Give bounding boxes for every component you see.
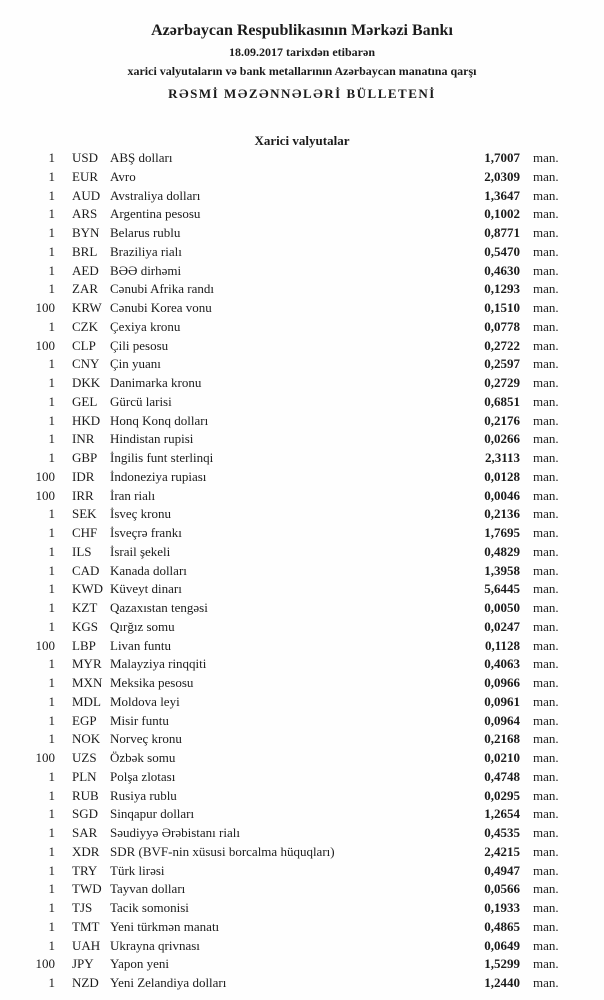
currency-name-cell: Səudiyyə Ərəbistanı rialı (110, 825, 240, 840)
quantity-cell: 1 (48, 150, 55, 165)
unit-label-cell: man. (533, 281, 559, 297)
quantity-cell: 1 (48, 862, 55, 878)
rate-value-cell: 0,4865 (484, 918, 520, 934)
rate-value-cell: 0,6851 (484, 393, 520, 409)
unit-label-cell: man. (533, 206, 559, 222)
currency-name-cell: Misir funtu (110, 712, 169, 728)
currency-code-cell: NZD (72, 975, 99, 990)
currency-code-cell: CNY (72, 356, 100, 372)
rate-value-cell: 0,2168 (484, 731, 520, 747)
unit-label-cell: man. (533, 731, 559, 747)
unit-label-cell: man. (533, 487, 559, 503)
rate-value-cell: 0,0266 (484, 431, 520, 447)
unit-label-cell: man. (533, 468, 559, 484)
currency-name-cell: Sinqapur dolları (110, 806, 195, 822)
unit-label-cell: man. (533, 956, 559, 972)
rate-value-cell: 0,0649 (484, 937, 520, 953)
rate-value-cell: 0,4947 (484, 862, 520, 878)
rate-row (0, 224, 604, 243)
quantity-cell: 100 (35, 300, 55, 315)
rate-row (0, 880, 604, 899)
bank-name: Azərbaycan Respublikasının Mərkəzi Bankı (151, 22, 453, 39)
rate-row (0, 580, 604, 599)
currency-name-cell: SDR (BVF-nin xüsusi borcalma hüquqları) (110, 843, 335, 859)
quantity-cell: 1 (48, 431, 55, 447)
unit-label-cell: man. (533, 318, 559, 334)
currency-code-cell: JPY (72, 956, 94, 972)
unit-label-cell: man. (533, 900, 559, 915)
rate-row (0, 355, 604, 374)
unit-label-cell: man. (533, 225, 559, 240)
currency-name-cell: Argentina pesosu (110, 206, 201, 222)
currency-name-cell: İran rialı (110, 487, 156, 503)
rate-value-cell: 2,4215 (484, 843, 520, 859)
currency-code-cell: SEK (72, 506, 97, 522)
quantity-cell: 100 (35, 337, 55, 353)
currency-name-cell: Küveyt dinarı (110, 581, 182, 597)
rate-value-cell: 0,0050 (484, 600, 520, 615)
currency-code-cell: EUR (72, 168, 98, 184)
rate-row (0, 487, 604, 506)
unit-label-cell: man. (533, 150, 559, 165)
currency-name-cell: Tacik somonisi (110, 900, 189, 915)
quantity-cell: 1 (48, 600, 55, 615)
rate-row (0, 299, 604, 318)
currency-name-cell: Honq Konq dolları (110, 412, 209, 428)
currency-name-cell: Kanada dolları (110, 562, 187, 578)
unit-label-cell: man. (533, 637, 559, 653)
quantity-cell: 1 (48, 318, 55, 334)
unit-label-cell: man. (533, 618, 559, 634)
rate-value-cell: 0,1293 (484, 281, 520, 297)
currency-code-cell: AUD (72, 187, 101, 203)
rate-row (0, 524, 604, 543)
currency-code-cell: BYN (72, 225, 100, 240)
rate-row (0, 899, 604, 918)
rate-value-cell: 0,4535 (484, 825, 520, 840)
currency-code-cell: DKK (72, 375, 101, 390)
unit-label-cell: man. (533, 675, 559, 690)
currency-code-cell: PLN (72, 768, 97, 784)
rate-row (0, 337, 604, 356)
rate-value-cell: 0,2597 (484, 356, 520, 372)
currency-code-cell: CZK (72, 318, 98, 334)
unit-label-cell: man. (533, 562, 559, 578)
quantity-cell: 1 (48, 375, 55, 390)
rate-row (0, 768, 604, 787)
currency-code-cell: KGS (72, 618, 99, 634)
rate-value-cell: 1,2440 (484, 975, 520, 990)
rate-row (0, 262, 604, 281)
rate-row (0, 168, 604, 187)
currency-code-cell: IRR (72, 487, 94, 503)
quantity-cell: 1 (48, 618, 55, 634)
unit-label-cell: man. (533, 918, 559, 934)
unit-label-cell: man. (533, 375, 559, 390)
rate-value-cell: 0,0961 (484, 693, 520, 709)
rate-row (0, 618, 604, 637)
quantity-cell: 1 (48, 450, 55, 465)
currency-name-cell: Qırğız somu (110, 618, 175, 634)
rate-row (0, 205, 604, 224)
currency-name-cell: Yeni Zelandiya dolları (110, 975, 227, 990)
rate-value-cell: 1,3647 (484, 187, 520, 203)
rate-value-cell: 0,0046 (484, 487, 520, 503)
currency-name-cell: Qazaxıstan tengəsi (110, 600, 208, 615)
rate-value-cell: 0,8771 (484, 225, 520, 240)
quantity-cell: 1 (48, 581, 55, 597)
currency-name-cell: Danimarka kronu (110, 375, 202, 390)
rate-row (0, 412, 604, 431)
currency-name-cell: İndoneziya rupiası (110, 468, 207, 484)
unit-label-cell: man. (533, 750, 559, 765)
unit-label-cell: man. (533, 862, 559, 878)
currency-code-cell: TJS (72, 900, 93, 915)
currency-name-cell: İsveçrə frankı (110, 525, 182, 540)
currency-code-cell: ILS (72, 543, 92, 559)
rate-value-cell: 1,5299 (484, 956, 520, 972)
currency-code-cell: MDL (72, 693, 101, 709)
currency-name-cell: İsrail şekeli (110, 543, 171, 559)
currency-code-cell: GEL (72, 393, 98, 409)
currency-name-cell: Ukrayna qrivnası (110, 937, 200, 953)
currency-code-cell: USD (72, 150, 99, 165)
rate-row (0, 449, 604, 468)
currency-code-cell: KRW (72, 300, 102, 315)
currency-code-cell: HKD (72, 412, 101, 428)
currency-code-cell: UAH (72, 937, 101, 953)
currency-name-cell: Moldova leyi (110, 693, 180, 709)
rate-value-cell: 1,3958 (484, 562, 520, 578)
currency-name-cell: Çili pesosu (110, 337, 169, 353)
rate-value-cell: 0,0210 (484, 750, 520, 765)
quantity-cell: 1 (48, 393, 55, 409)
rate-row (0, 430, 604, 449)
rate-value-cell: 0,2136 (484, 506, 520, 522)
rate-value-cell: 1,7695 (484, 525, 520, 540)
quantity-cell: 1 (48, 918, 55, 934)
currency-name-cell: Braziliya rialı (110, 243, 182, 259)
rate-row (0, 280, 604, 299)
quantity-cell: 1 (48, 900, 55, 915)
unit-label-cell: man. (533, 262, 559, 278)
rate-row (0, 505, 604, 524)
unit-label-cell: man. (533, 600, 559, 615)
unit-label-cell: man. (533, 581, 559, 597)
rate-row (0, 599, 604, 618)
currency-code-cell: CLP (72, 337, 96, 353)
rate-value-cell: 1,2654 (484, 806, 520, 822)
unit-label-cell: man. (533, 412, 559, 428)
rate-value-cell: 0,1933 (484, 900, 520, 915)
unit-label-cell: man. (533, 937, 559, 953)
currency-name-cell: İngilis funt sterlinqi (110, 450, 214, 465)
currency-code-cell: IDR (72, 468, 95, 484)
unit-label-cell: man. (533, 356, 559, 372)
currency-code-cell: AED (72, 262, 99, 278)
currency-code-cell: GBP (72, 450, 98, 465)
currency-code-cell: EGP (72, 712, 97, 728)
rate-row (0, 955, 604, 974)
quantity-cell: 1 (48, 243, 55, 259)
rate-row (0, 749, 604, 768)
currency-code-cell: ARS (72, 206, 98, 222)
rate-row (0, 693, 604, 712)
unit-label-cell: man. (533, 393, 559, 409)
currency-name-cell: Cənubi Korea vonu (110, 300, 212, 315)
rate-row (0, 862, 604, 881)
unit-label-cell: man. (533, 506, 559, 522)
rate-row (0, 393, 604, 412)
currency-name-cell: Belarus rublu (110, 225, 181, 240)
quantity-cell: 100 (35, 750, 55, 765)
unit-label-cell: man. (533, 712, 559, 728)
unit-label-cell: man. (533, 787, 559, 803)
quantity-cell: 1 (48, 262, 55, 278)
rate-row (0, 243, 604, 262)
currency-name-cell: ABŞ dolları (110, 150, 173, 165)
rate-row (0, 543, 604, 562)
currency-code-cell: INR (72, 431, 95, 447)
currency-code-cell: CAD (72, 562, 100, 578)
quantity-cell: 1 (48, 937, 55, 953)
currency-code-cell: KWD (72, 581, 104, 597)
currency-code-cell: ZAR (72, 281, 98, 297)
currency-name-cell: Hindistan rupisi (110, 431, 194, 447)
unit-label-cell: man. (533, 168, 559, 184)
rate-value-cell: 0,0128 (484, 468, 520, 484)
rate-value-cell: 0,1128 (484, 637, 520, 653)
currency-code-cell: XDR (72, 843, 100, 859)
currency-code-cell: TWD (72, 881, 102, 897)
unit-label-cell: man. (533, 768, 559, 784)
quantity-cell: 1 (48, 693, 55, 709)
rate-row (0, 843, 604, 862)
unit-label-cell: man. (533, 656, 559, 672)
currency-name-cell: Türk lirəsi (110, 862, 165, 878)
unit-label-cell: man. (533, 337, 559, 353)
unit-label-cell: man. (533, 825, 559, 840)
rate-value-cell: 0,1510 (484, 300, 520, 315)
quantity-cell: 1 (48, 562, 55, 578)
quantity-cell: 1 (48, 825, 55, 840)
currency-code-cell: TRY (72, 862, 98, 878)
unit-label-cell: man. (533, 431, 559, 447)
quantity-cell: 100 (35, 956, 55, 972)
rate-value-cell: 0,2722 (484, 337, 520, 353)
bulletin-subtitle: xarici valyutaların və bank metallarının Azərbaycan manatına qarşı (127, 64, 477, 78)
unit-label-cell: man. (533, 693, 559, 709)
rate-row (0, 824, 604, 843)
currency-name-cell: Yapon yeni (110, 956, 169, 972)
currency-code-cell: TMT (72, 918, 100, 934)
unit-label-cell: man. (533, 525, 559, 540)
quantity-cell: 1 (48, 281, 55, 297)
rate-row (0, 787, 604, 806)
rate-row (0, 655, 604, 674)
unit-label-cell: man. (533, 543, 559, 559)
currency-name-cell: Malayziya rinqqiti (110, 656, 207, 672)
rate-value-cell: 0,4063 (484, 656, 520, 672)
rate-row (0, 805, 604, 824)
currency-name-cell: Yeni türkmən manatı (110, 918, 220, 934)
quantity-cell: 1 (48, 656, 55, 672)
currency-name-cell: Rusiya rublu (110, 787, 177, 803)
quantity-cell: 1 (48, 975, 55, 990)
unit-label-cell: man. (533, 843, 559, 859)
rate-row (0, 318, 604, 337)
quantity-cell: 1 (48, 806, 55, 822)
quantity-cell: 1 (48, 543, 55, 559)
quantity-cell: 1 (48, 525, 55, 540)
currency-code-cell: RUB (72, 787, 99, 803)
currency-code-cell: SAR (72, 825, 98, 840)
rate-value-cell: 0,0566 (484, 881, 520, 897)
quantity-cell: 1 (48, 225, 55, 240)
rate-value-cell: 0,2176 (484, 412, 520, 428)
currency-code-cell: KZT (72, 600, 98, 615)
rate-value-cell: 0,0778 (484, 318, 520, 334)
quantity-cell: 1 (48, 712, 55, 728)
quantity-cell: 1 (48, 843, 55, 859)
currency-name-cell: İsveç kronu (110, 506, 172, 522)
currency-name-cell: Avstraliya dolları (110, 187, 201, 203)
currency-code-cell: SGD (72, 806, 99, 822)
rates-table (0, 149, 604, 993)
rate-row (0, 637, 604, 656)
quantity-cell: 1 (48, 768, 55, 784)
unit-label-cell: man. (533, 243, 559, 259)
rate-value-cell: 0,0966 (484, 675, 520, 690)
rate-value-cell: 1,7007 (484, 150, 520, 165)
quantity-cell: 1 (48, 187, 55, 203)
quantity-cell: 1 (48, 506, 55, 522)
currency-name-cell: Livan funtu (110, 637, 172, 653)
rate-value-cell: 0,2729 (484, 375, 520, 390)
currency-name-cell: Gürcü larisi (110, 393, 172, 409)
unit-label-cell: man. (533, 975, 559, 990)
currency-code-cell: LBP (72, 637, 96, 653)
currency-code-cell: MYR (72, 656, 102, 672)
rate-value-cell: 5,6445 (484, 581, 520, 597)
bulletin-title: RƏSMİ MƏZƏNNƏLƏRİ BÜLLETENİ (168, 86, 436, 101)
currency-name-cell: Meksika pesosu (110, 675, 194, 690)
effective-date: 18.09.2017 tarixdən etibarən (229, 45, 375, 59)
rate-value-cell: 0,0964 (484, 712, 520, 728)
quantity-cell: 100 (35, 487, 55, 503)
currency-code-cell: CHF (72, 525, 98, 540)
currency-name-cell: Polşa zlotası (110, 768, 176, 784)
rate-row (0, 374, 604, 393)
currency-code-cell: MXN (72, 675, 103, 690)
rate-row (0, 918, 604, 937)
rate-value-cell: 2,0309 (484, 168, 520, 184)
quantity-cell: 1 (48, 412, 55, 428)
quantity-cell: 1 (48, 206, 55, 222)
bulletin-header (0, 22, 604, 102)
rate-row (0, 712, 604, 731)
rate-value-cell: 0,1002 (484, 206, 520, 222)
rate-row (0, 937, 604, 956)
currency-code-cell: UZS (72, 750, 97, 765)
rate-value-cell: 0,0247 (484, 618, 520, 634)
currency-name-cell: Tayvan dolları (110, 881, 186, 897)
currency-name-cell: Norveç kronu (110, 731, 182, 747)
quantity-cell: 1 (48, 731, 55, 747)
quantity-cell: 1 (48, 881, 55, 897)
rate-value-cell: 2,3113 (484, 450, 520, 465)
unit-label-cell: man. (533, 300, 559, 315)
rate-value-cell: 0,4748 (484, 768, 520, 784)
rate-row (0, 468, 604, 487)
unit-label-cell: man. (533, 881, 559, 897)
quantity-cell: 1 (48, 356, 55, 372)
rate-row (0, 562, 604, 581)
rate-row (0, 674, 604, 693)
currency-code-cell: BRL (72, 243, 98, 259)
quantity-cell: 1 (48, 168, 55, 184)
rate-row (0, 187, 604, 206)
currency-name-cell: BƏƏ dirhəmi (110, 262, 182, 278)
currency-name-cell: Avro (110, 168, 136, 184)
currency-name-cell: Çin yuanı (110, 356, 161, 372)
section-title: Xarici valyutalar (254, 133, 350, 148)
quantity-cell: 1 (48, 787, 55, 803)
currency-code-cell: NOK (72, 731, 101, 747)
currency-name-cell: Özbək somu (110, 750, 176, 765)
unit-label-cell: man. (533, 187, 559, 203)
unit-label-cell: man. (533, 450, 559, 465)
rate-row (0, 730, 604, 749)
rate-value-cell: 0,4829 (484, 543, 520, 559)
unit-label-cell: man. (533, 806, 559, 822)
currency-name-cell: Cənubi Afrika randı (110, 281, 214, 297)
rate-value-cell: 0,0295 (484, 787, 520, 803)
quantity-cell: 100 (35, 637, 55, 653)
rate-value-cell: 0,5470 (484, 243, 520, 259)
rate-row (0, 149, 604, 168)
currency-name-cell: Çexiya kronu (110, 318, 181, 334)
quantity-cell: 100 (35, 468, 55, 484)
quantity-cell: 1 (48, 675, 55, 690)
rate-row (0, 974, 604, 993)
rate-value-cell: 0,4630 (484, 262, 520, 278)
